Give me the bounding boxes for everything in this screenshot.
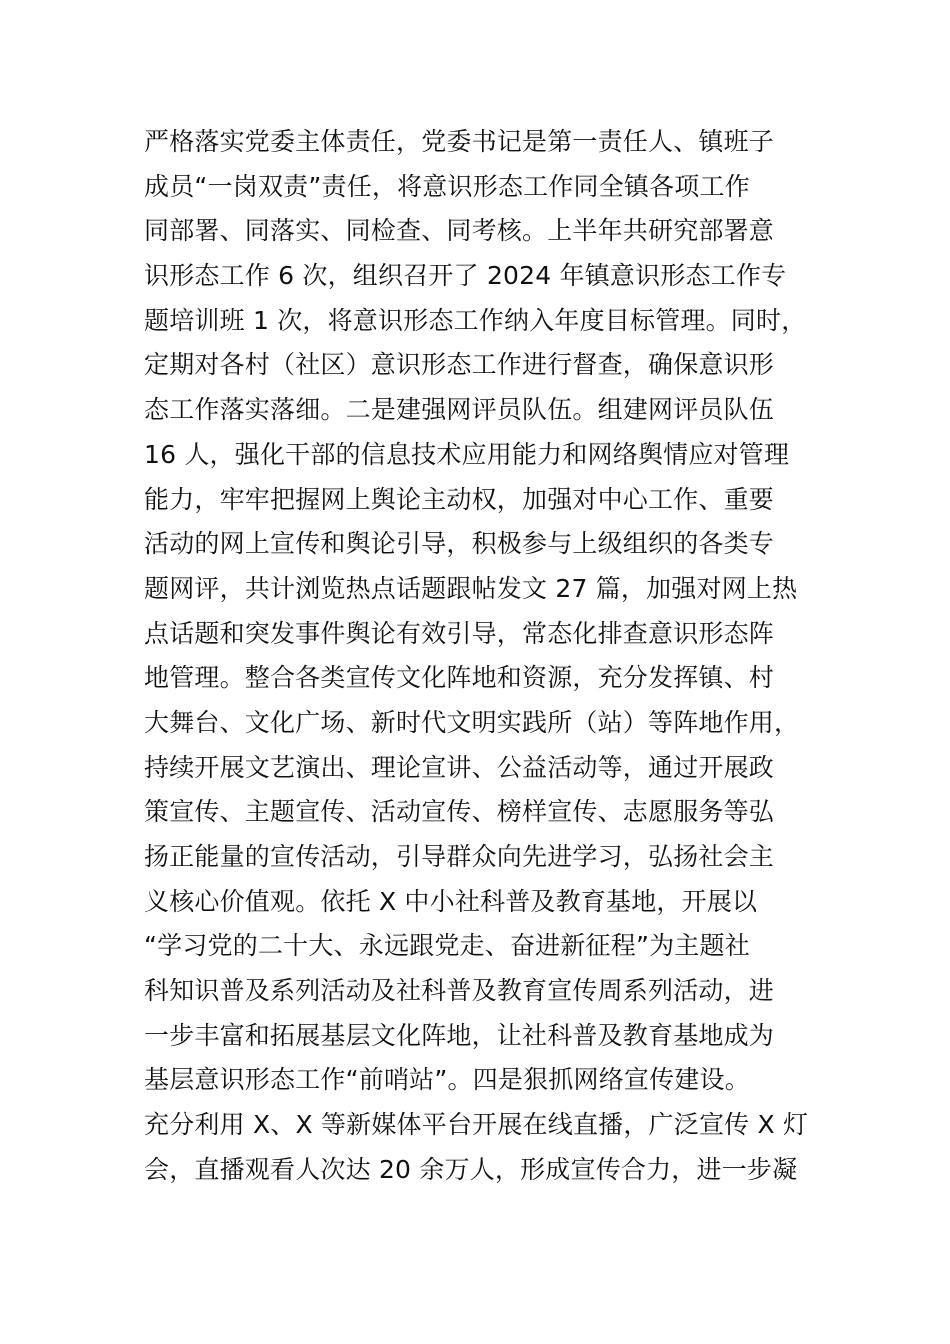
body-paragraph — [144, 120, 816, 1193]
text-line: 识形态工作 6 次，组织召开了 2024 年镇意识形态工作专 — [144, 261, 787, 291]
text-line: 基层意识形态工作“前哨站”。四是狠抓网络宣传建设。 — [144, 1065, 750, 1095]
text-line: 能力，牢牢把握网上舆论主动权，加强对中心工作、重要 — [144, 484, 775, 514]
text-line: 扬正能量的宣传活动，引导群众向先进学习，弘扬社会主 — [144, 842, 775, 871]
text-line: 策宣传、主题宣传、活动宣传、榜样宣传、志愿服务等弘 — [144, 797, 775, 827]
text-line: 严格落实党委主体责任，党委书记是第一责任人、镇班子 — [144, 127, 775, 156]
text-line: 16 人，强化干部的信息技术应用能力和网络舆情应对管理 — [144, 439, 790, 469]
text-line: 持续开展文艺演出、理论宣讲、公益活动等，通过开展政 — [144, 752, 775, 782]
text-line: 题培训班 1 次，将意识形态工作纳入年度目标管理。同时， — [144, 305, 807, 335]
text-line: 义核心价值观。依托 X 中小社科普及教育基地，开展以 — [144, 886, 758, 916]
text-line: 题网评，共计浏览热点话题跟帖发文 27 篇，加强对网上热 — [144, 573, 798, 603]
text-line: 点话题和突发事件舆论有效引导，常态化排查意识形态阵 — [144, 618, 775, 648]
text-line: 一步丰富和拓展基层文化阵地，让社科普及教育基地成为 — [144, 1020, 775, 1050]
text-line: 会，直播观看人次达 20 余万人，形成宣传合力，进一步凝 — [144, 1154, 798, 1184]
text-line: 科知识普及系列活动及社科普及教育宣传周系列活动，进 — [144, 976, 775, 1006]
text-line: “学习党的二十大、永远跟党走、奋进新征程”为主题社 — [144, 931, 750, 961]
text-line: 活动的网上宣传和舆论引导，积极参与上级组织的各类专 — [144, 529, 775, 559]
text-line: 充分利用 X、X 等新媒体平台开展在线直播，广泛宣传 X 灯 — [144, 1110, 809, 1140]
text-line: 同部署、同落实、同检查、同考核。上半年共研究部署意 — [144, 216, 775, 246]
text-line: 定期对各村（社区）意识形态工作进行督查，确保意识形 — [144, 350, 775, 380]
text-line: 地管理。整合各类宣传文化阵地和资源，充分发挥镇、村 — [144, 663, 775, 693]
text-line: 成员“一岗双责”责任，将意识形态工作同全镇各项工作 — [144, 171, 750, 201]
text-line: 大舞台、文化广场、新时代文明实践所（站）等阵地作用， — [144, 707, 800, 737]
text-line: 态工作落实落细。二是建强网评员队伍。组建网评员队伍 — [144, 395, 775, 425]
